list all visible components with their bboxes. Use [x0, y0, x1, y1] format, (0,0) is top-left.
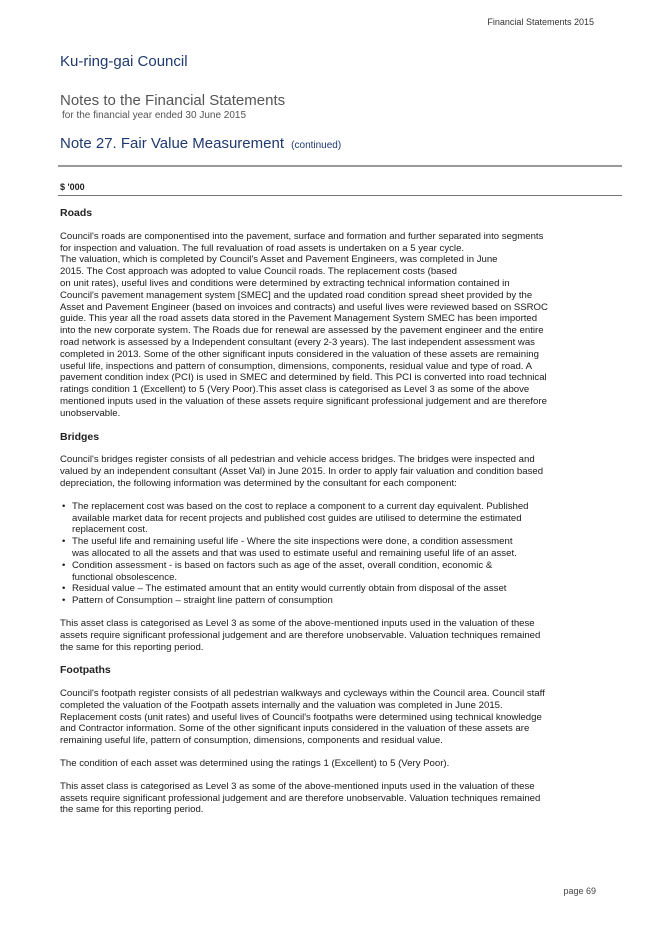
note-heading	[60, 135, 341, 152]
units-divider	[58, 195, 622, 196]
page-number: page 69	[563, 886, 596, 896]
list-item: • Pattern of Consumption – straight line pattern of consumption	[62, 595, 333, 607]
section-heading-footpaths: Footpaths	[60, 664, 111, 677]
bullet-icon: •	[62, 559, 66, 571]
note-continued-label: (continued)	[291, 140, 342, 151]
top-divider	[58, 165, 622, 167]
list-item: • Condition assessment - is based on factors such as age of the asset, overall condition, economic & functional obsolescence.	[62, 559, 493, 583]
list-item: • The useful life and remaining useful life - Where the site inspections were done, a condition assessment was allocated to all the assets and that was used to estimate useful and remaining useful life of an asset.	[62, 536, 517, 559]
notes-subtitle: for the financial year ended 30 June 2015	[62, 110, 247, 121]
council-name: Ku-ring-gai Council	[60, 53, 188, 70]
bridges-bullet-list	[60, 501, 600, 607]
roads-paragraph: Council's roads are componentised into the pavement, surface and formation and further separated into segments for inspection and valuation. The full revaluation of road assets is undertaken on a 5 year cycle. The valuation, which is completed by Council's Asset and Pavement Engineers, was completed in June 2015. The Cost approach was adopted to value Council roads. The replacement costs (based on unit rates), useful lives and conditions were determined by extracting technical information contained in Council's pavement management system [SMEC] and the updated road condition spread sheet provided by the Asset and Pavement Engineer (based on invoices and contracts) and useful lives were reviewed based on SSROC guide. This year all the road assets data stored in the Pavement Management System SMEC has been imported into the new corporate system. The Roads due for renewal are assessed by the pavement engineer and the entire road network is assessed by a Independent consultant (every 2-3 years). The last independent assessment was completed in 2013. Some of the other significant inputs considered in the valuation of these assets are remaining useful life, inspections and pattern of consumption, dimensions, components, residual value and type of road. A pavement condition index (PCI) is used in SMEC and determined by field. This PCI is converted into road technical ratings condition 1 (Excellent) to 5 (Very Poor).This asset class is categorised as Level 3 as some of the above mentioned inputs used in the valuation of these assets require significant professional judgement and are therefore unobservable.	[60, 230, 548, 419]
footpaths-paragraph-2: The condition of each asset was determined using the ratings 1 (Excellent) to 5 (Very Poor).	[60, 758, 450, 770]
notes-body	[60, 208, 600, 816]
note-heading-text: Note 27. Fair Value Measurement	[60, 135, 284, 152]
section-heading-roads: Roads	[60, 207, 93, 219]
units-label: $ '000	[60, 182, 85, 192]
list-item: • Residual value – The estimated amount that an entity would currently obtain from disposal of the asset	[62, 583, 507, 595]
footpaths-paragraph-1: Council's footpath register consists of all pedestrian walkways and cycleways within the Council area. Council staff completed the valuation of the Footpath assets internally and the valuation was completed in June 2015. Replacement costs (unit rates) and useful lives of Council's footpaths were determined using technical knowledge and Contractor information. Some of the other significant inputs considered in the valuation of these assets are remaining useful life, pattern of consumption, dimensions, components and residual value.	[60, 688, 545, 747]
document-header-title: Financial Statements 2015	[487, 17, 594, 27]
list-item: • The replacement cost was based on the cost to replace a component to a current day equivalent. Published available market data for recent projects and published cost guides are utilised to determine the estimated replacement cost.	[62, 500, 529, 536]
notes-title: Notes to the Financial Statements	[60, 92, 286, 109]
bridges-closing: This asset class is categorised as Level 3 as some of the above-mentioned inputs used in the valuation of these assets require significant professional judgement and are therefore unobservable. Valuation techniques remained the same for this reporting period.	[60, 617, 541, 653]
footpaths-paragraph-3: This asset class is categorised as Level 3 as some of the above-mentioned inputs used in the valuation of these assets require significant professional judgement and are therefore unobservable. Valuation techniques remained the same for this reporting period.	[60, 780, 541, 816]
bullet-icon: •	[62, 583, 66, 595]
bullet-icon: •	[62, 500, 66, 512]
section-heading-bridges: Bridges	[60, 430, 100, 443]
bridges-intro: Council's bridges register consists of all pedestrian and vehicle access bridges. The bridges were inspected and valued by an independent consultant (Asset Val) in June 2015. In order to apply fair valuation and condition based depreciation, the following information was determined by the consultant for each component:	[60, 454, 544, 489]
bullet-icon: •	[62, 595, 66, 607]
bullet-icon: •	[62, 536, 66, 548]
